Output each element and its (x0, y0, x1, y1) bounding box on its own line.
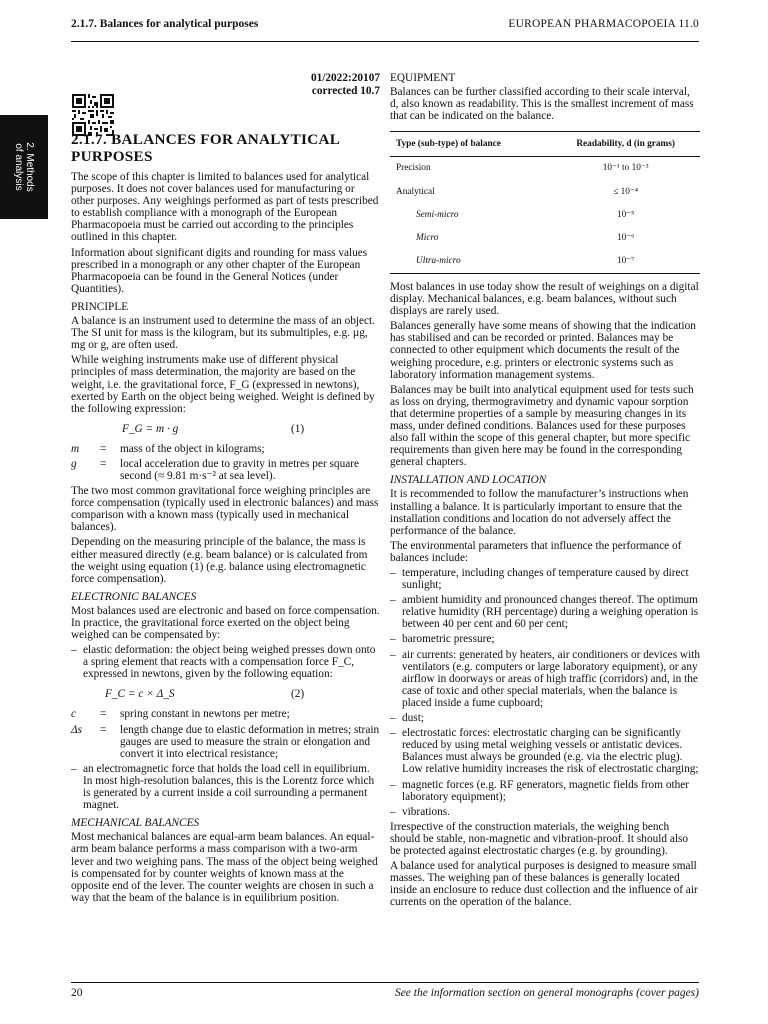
paragraph: Balances generally have some means of showing that the indication has stabilised and can be recorded or printed. Balances may be connected to other equipment which documents the result of the weighing procedure, e.g. printers or electronic systems such as laboratory information management systems. (390, 320, 696, 381)
definition-row: Δs = length change due to elastic deformation in metres; strain gauges are used to measure the strain or elongation and convert it into electrical resistance; (71, 723, 380, 760)
paragraph: The two most common gravitational force weighing principles are force compensation (typically used in electronic balances) and mass comparison with a known mass (typically used in mechanical balances). (71, 485, 379, 534)
header-section-title: 2.1.7. Balances for analytical purposes (71, 18, 259, 30)
page-number: 20 (71, 987, 83, 999)
list-item: – elastic deformation: the object being weighed presses down onto a spring element that reacts with a compensation force F_C, expressed in newtons, given by the following equation: (71, 644, 376, 681)
reference-code: 01/2022:20107 (310, 72, 380, 84)
readability-table (390, 131, 700, 274)
paragraph: Information about significant digits and rounding for mass values prescribed in a monograph or any other chapter of the European Pharmacopoeia can be found in the General Notices (under Quantities). (71, 246, 368, 295)
section-heading-electronic: ELECTRONIC BALANCES (71, 590, 197, 603)
left-column (71, 72, 380, 907)
equation-2 (71, 688, 380, 706)
equation-formula: F_C = c × Δ_S (105, 688, 175, 701)
paragraph: Most balances in use today show the result of weighings on a digital display. Mechanical balances, e.g. beam balances, without such displays are rarely used. (390, 280, 699, 318)
paragraph: Most mechanical balances are equal-arm beam balances. An equal-arm beam balance performs a mass comparison with a two-arm lever and two weighing pans. The mass of the object being weighed is compensated for by counter weights of known mass at the opposite end of the lever. The counter weights are chosen in such a way that the beam of the balance is in equilibrium position. (71, 831, 378, 904)
paragraph: A balance is an instrument used to determine the mass of an object. The SI unit for mass is the kilogram, but its submultiples, e.g. µg, mg or g, are often used. (71, 315, 375, 352)
reference-corrected: corrected 10.7 (311, 84, 380, 97)
list-item: – temperature, including changes of temperature caused by direct sunlight; (390, 567, 689, 592)
side-tab-label: 2. Methods of analysis (13, 142, 35, 192)
table-row: Semi-micro 10⁻⁵ (416, 209, 635, 220)
list-item: – ambient humidity and pronounced changes thereof. The optimum relative humidity (RH percentage) during a weighing operation is between 40 per cent and 60 per cent; (390, 594, 699, 631)
definition-row: c = spring constant in newtons per metre; (71, 708, 290, 721)
paragraph: A balance used for analytical purposes is designed to measure small masses. The weighing pan of these balances is generally located inside an enclosure to reduce dust collection and the influence of air currents on the operation of the balance. (390, 860, 698, 909)
paragraph: While weighing instruments make use of different physical principles of mass determination, the majority are based on the weight, i.e. the gravitational force, F_G (expressed in newtons), exerted by Earth on the object being weighed. Weight is defined by the following expression: (71, 354, 375, 415)
paragraph: Most balances used are electronic and based on force compensation. In practice, the gravitational force exerted on the object being weighed can be compensated by: (71, 604, 380, 642)
list-item: – an electromagnetic force that holds the load cell in equilibrium. In most high-resolution balances, this is the Lorentz force which is generated by a current inside a coil surrounding a permanent magnet. (71, 762, 375, 812)
list-item: – dust; (390, 712, 424, 725)
paragraph: The environmental parameters that influence the performance of balances include: (390, 539, 682, 564)
monograph-reference (71, 72, 380, 97)
definition-row: m = mass of the object in kilograms; (71, 442, 265, 455)
paragraph: Irrespective of the construction materials, the weighing bench should be stable, non-magnetic and vibration-proof. It should also be protected against electrostatic charges (e.g. by grounding). (390, 820, 689, 857)
equation-1 (71, 423, 380, 441)
table-row: Precision 10⁻¹ to 10⁻³ (396, 163, 649, 174)
equation-number: (1) (291, 422, 305, 435)
table-header-readability: Readability, d (in grams) (549, 132, 700, 157)
paragraph: Balances may be built into analytical equipment used for tests such as loss on drying, thermogravimetry and dynamic vapour sorption that determine properties of a sample by measuring changes in its mass, under defined conditions. Balances used for these purposes also fall within the scope of this general chapter, but more specific requirements than given here may be found in the corresponding general chapters. (390, 383, 694, 469)
paragraph: Depending on the measuring principle of the balance, the mass is either measured directly (e.g. beam balance) or is calculated from the weight using equation (1) (e.g. balance using electromagnetic force compensation). (71, 536, 368, 585)
footer-note: See the information section on general monographs (cover pages) (394, 987, 699, 999)
section-heading-equipment: EQUIPMENT (390, 72, 456, 84)
side-tab (0, 115, 48, 219)
chapter-title: 2.1.7. BALANCES FOR ANALYTICAL PURPOSES (71, 131, 340, 165)
header-publication: EUROPEAN PHARMACOPOEIA 11.0 (508, 18, 699, 30)
table-header-type: Type (sub-type) of balance (390, 132, 549, 157)
table-row: Micro 10⁻⁶ (416, 232, 635, 243)
section-heading-installation: INSTALLATION AND LOCATION (390, 474, 547, 487)
paragraph: The scope of this chapter is limited to balances used for analytical purposes. It does not cover balances used for manufacturing or other purposes. Any weighings performed as part of tests prescribed to establish compliance with a monograph of the European Pharmacopoeia must be carried out according to the principles outlined in this chapter. (71, 171, 379, 244)
equation-formula: F_G = m · g (122, 422, 179, 435)
list-item: – air currents: generated by heaters, air conditioners or devices with ventilators (e.g. computers or large laboratory equipment), or any airflow in doorways or areas of high traffic (corridors) and, in the case of toxic and other special materials, when the balance is placed inside a fume cupboard; (390, 648, 700, 709)
right-column (390, 72, 700, 911)
equation-number: (2) (291, 688, 305, 701)
table-row: Ultra-micro 10⁻⁷ (390, 250, 700, 274)
section-heading-mechanical: MECHANICAL BALANCES (71, 817, 200, 830)
page-footer (71, 982, 699, 999)
running-header (71, 14, 699, 42)
list-item: – vibrations. (390, 805, 451, 818)
list-item: – electrostatic forces: electrostatic charging can be significantly reduced by using metal weighing vessels or antistatic devices. Balances must always be grounded (e.g. via the electric plug). Low relative humidity increases the risk of electrostatic charging; (390, 727, 699, 776)
list-item: – magnetic forces (e.g. RF generators, magnetic fields from other laboratory equipment); (390, 778, 690, 803)
paragraph: It is recommended to follow the manufacturer’s instructions when installing a balance. It is particularly important to ensure that the installation conditions and location do not adversely affect the performance of the balance. (390, 488, 689, 537)
table-row: Analytical ≤ 10⁻⁴ (396, 186, 639, 197)
definition-row: g = local acceleration due to gravity in metres per square second (≈ 9.81 m·s⁻² at sea level). (71, 457, 360, 482)
list-item: – barometric pressure; (390, 633, 495, 646)
section-heading-principle: PRINCIPLE (71, 300, 129, 313)
paragraph: Balances can be further classified according to their scale interval, d, also known as readability. This is the smallest increment of mass that can be indicated on the balance. (390, 86, 694, 123)
